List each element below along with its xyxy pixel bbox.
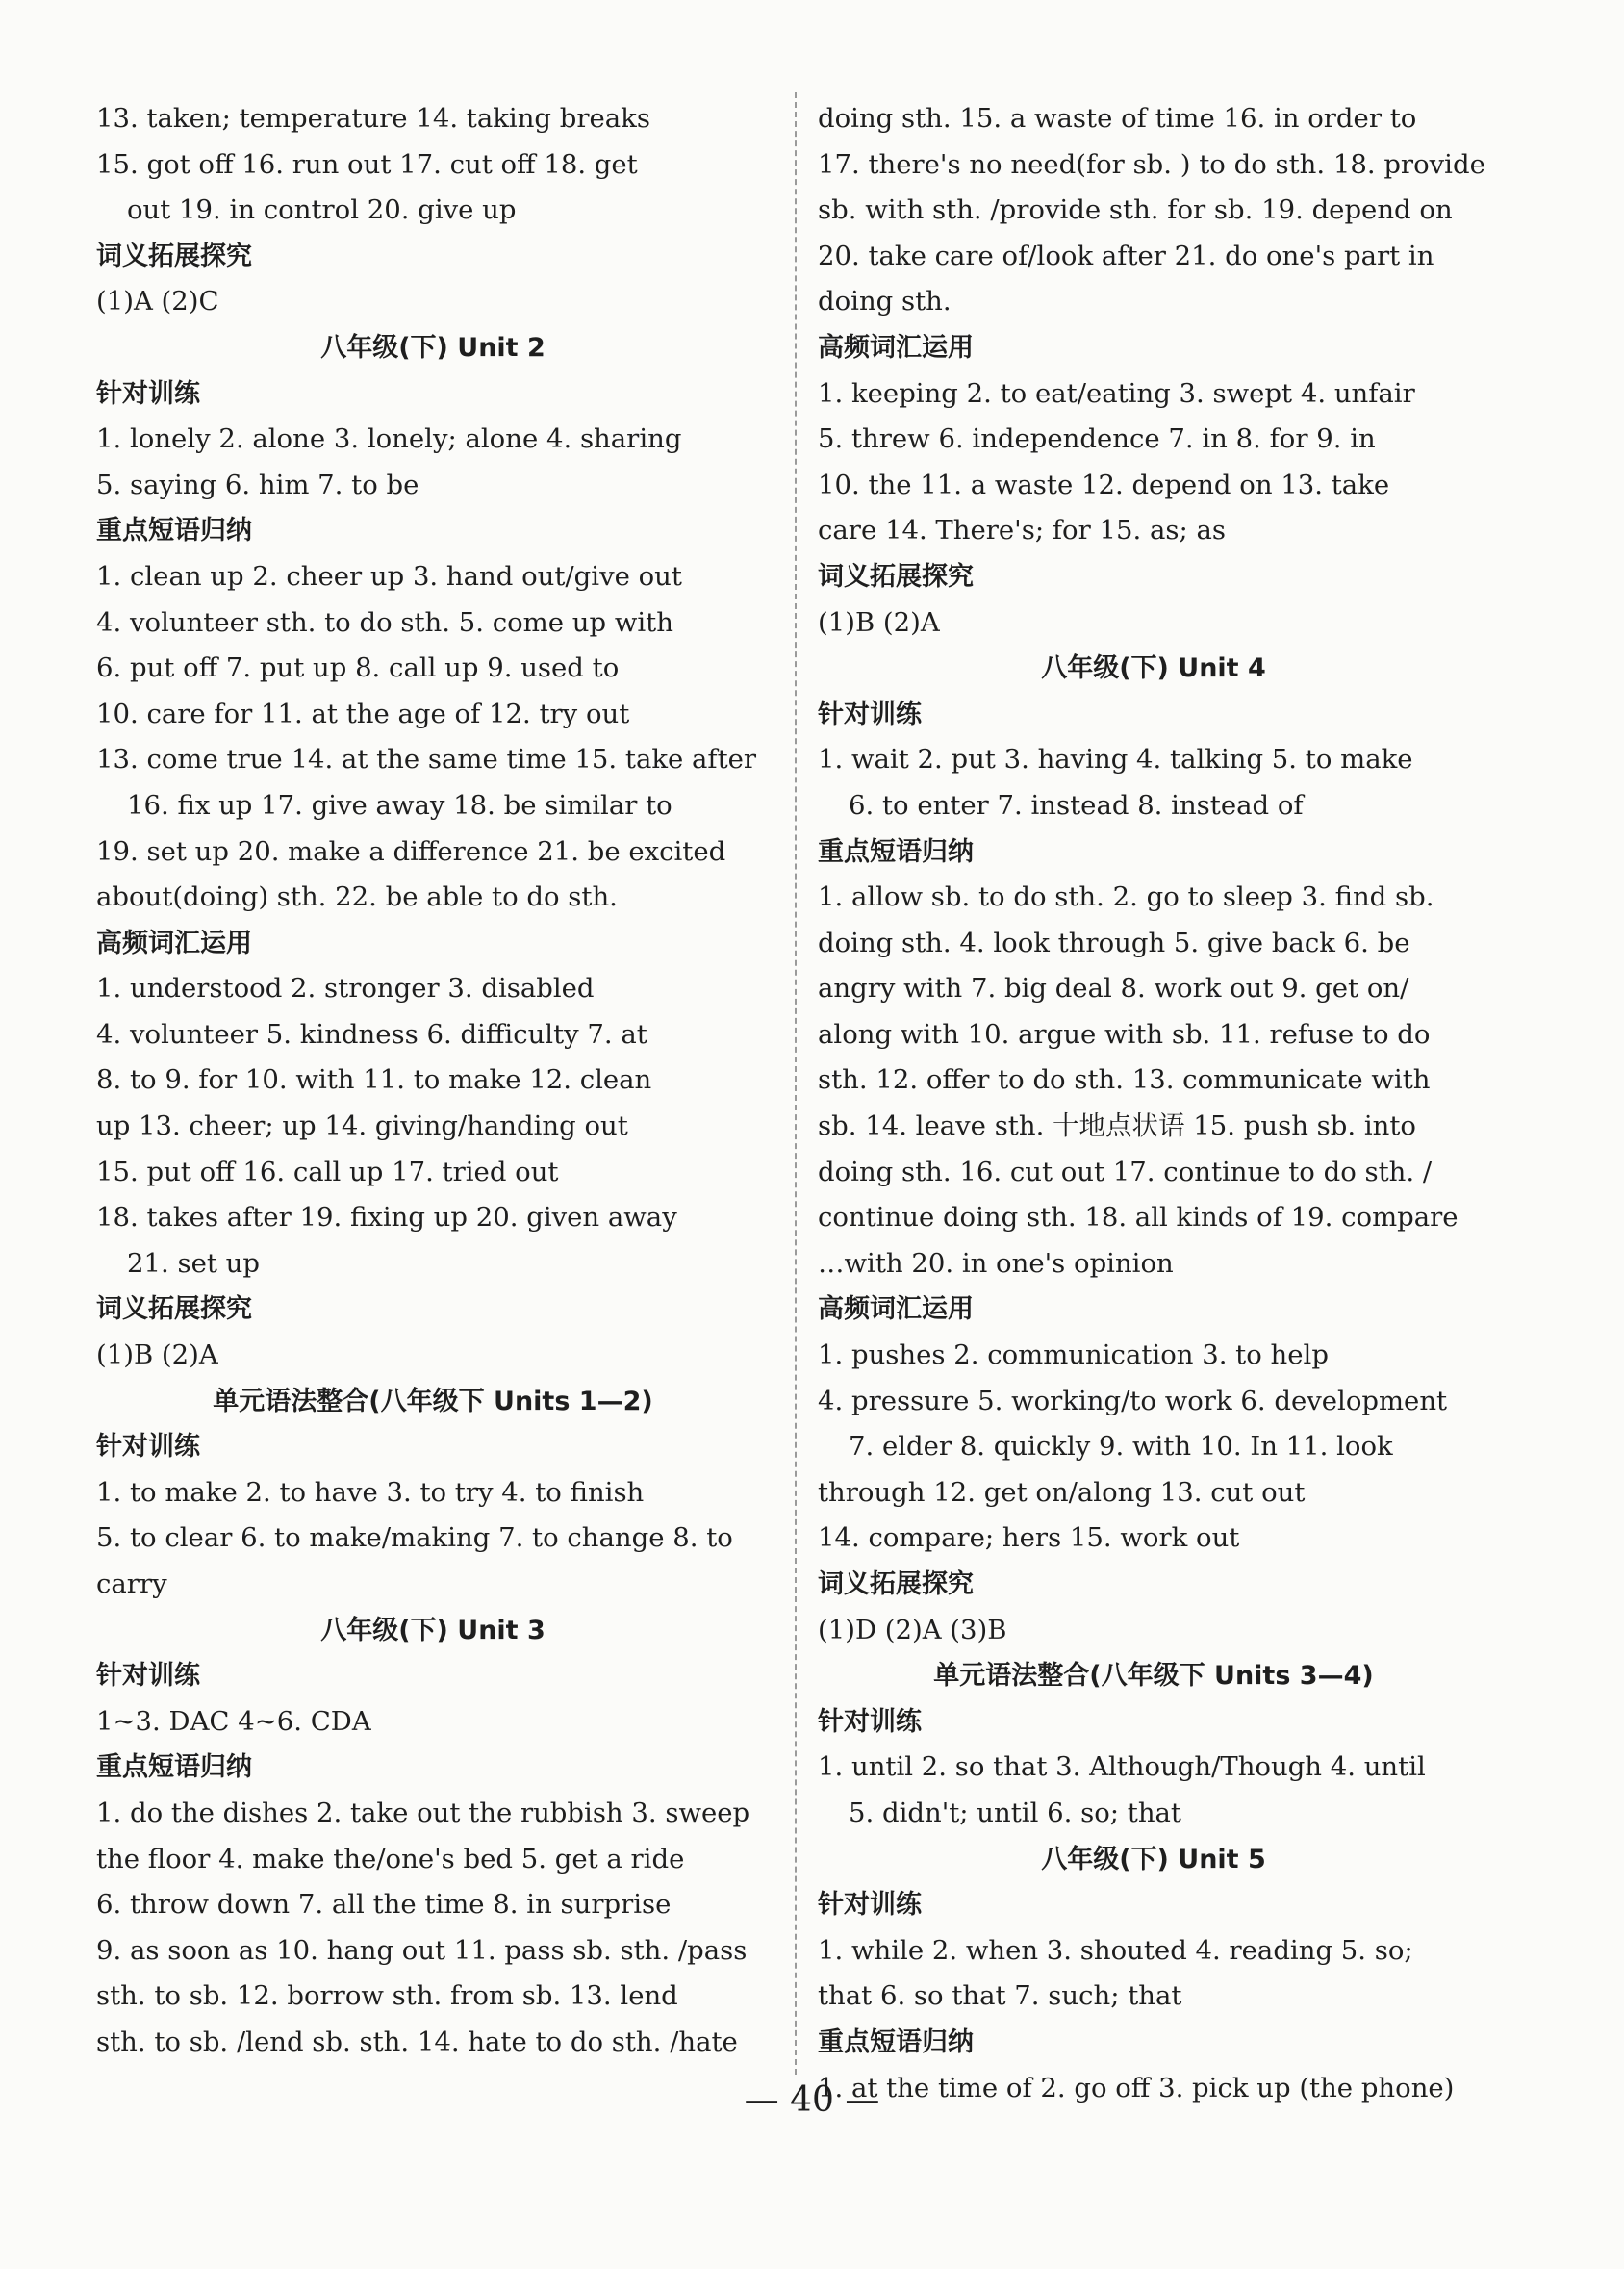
answer-line: 6. to enter 7. instead 8. instead of	[849, 789, 1304, 821]
answer-line: 20. take care of/look after 21. do one's part in	[818, 240, 1434, 271]
answer-line: doing sth.	[818, 286, 952, 318]
section-heading: 重点短语归纳	[818, 2027, 974, 2057]
section-heading: 针对训练	[818, 1706, 922, 1737]
section-heading: 词义拓展探究	[96, 1294, 252, 1325]
answer-line: 1. until 2. so that 3. Although/Though 4. until	[818, 1751, 1426, 1783]
answer-line: 5. saying 6. him 7. to be	[96, 469, 419, 500]
answer-line: sth. to sb. /lend sb. sth. 14. hate to do sth. /hate	[96, 2026, 738, 2057]
section-heading: 高频词汇运用	[96, 928, 252, 958]
answer-line: 1. pushes 2. communication 3. to help	[818, 1339, 1329, 1371]
answer-line: sb. 14. leave sth. 十地点状语 15. push sb. into	[818, 1110, 1416, 1142]
answer-line: care 14. There's; for 15. as; as	[818, 515, 1226, 547]
answer-line: 10. the 11. a waste 12. depend on 13. take	[818, 469, 1390, 500]
answer-line: that 6. so that 7. such; that	[818, 1980, 1182, 2012]
answer-line: 1. while 2. when 3. shouted 4. reading 5. so;	[818, 1934, 1413, 1966]
answer-line: up 13. cheer; up 14. giving/handing out	[96, 1110, 628, 1142]
answer-line: (1)B (2)A	[96, 1339, 218, 1371]
section-heading: 针对训练	[818, 699, 922, 729]
page-number: — 40 —	[744, 2080, 880, 2120]
answer-line: 1. lonely 2. alone 3. lonely; alone 4. sharing	[96, 423, 682, 455]
column-divider	[795, 92, 797, 2075]
answer-line: 6. throw down 7. all the time 8. in surprise	[96, 1889, 672, 1921]
unit-heading: 单元语法整合(八年级下 Units 1—2)	[213, 1386, 653, 1416]
right-column	[818, 96, 1489, 2111]
section-heading: 词义拓展探究	[818, 1569, 974, 1599]
answer-line: 21. set up	[127, 1247, 260, 1279]
answer-line: 13. come true 14. at the same time 15. take after	[96, 744, 757, 776]
answer-line: the floor 4. make the/one's bed 5. get a ride	[96, 1843, 685, 1874]
answer-line: (1)A (2)C	[96, 286, 219, 318]
answer-line: 16. fix up 17. give away 18. be similar to	[127, 789, 672, 821]
section-heading: 词义拓展探究	[818, 561, 974, 592]
answer-line: 1. allow sb. to do sth. 2. go to sleep 3. find sb.	[818, 881, 1434, 913]
answer-line: sb. with sth. /provide sth. for sb. 19. depend on	[818, 194, 1453, 226]
answer-line: 14. compare; hers 15. work out	[818, 1522, 1240, 1554]
answer-line: carry	[96, 1568, 167, 1599]
answer-line: 1. wait 2. put 3. having 4. talking 5. to make	[818, 744, 1413, 776]
answer-line: doing sth. 4. look through 5. give back 6. be	[818, 927, 1410, 958]
answer-line: 1. clean up 2. cheer up 3. hand out/give out	[96, 560, 682, 592]
answer-line: 4. pressure 5. working/to work 6. development	[818, 1385, 1448, 1416]
answer-line: 5. threw 6. independence 7. in 8. for 9. in	[818, 423, 1376, 455]
answer-line: doing sth. 16. cut out 17. continue to do sth. /	[818, 1156, 1433, 1187]
answer-line: 1. at the time of 2. go off 3. pick up (the phone)	[818, 2072, 1455, 2103]
section-heading: 针对训练	[96, 1432, 200, 1463]
answer-line: 1~3. DAC 4~6. CDA	[96, 1705, 371, 1737]
answer-line: 15. got off 16. run out 17. cut off 18. get	[96, 148, 638, 180]
unit-heading: 八年级(下) Unit 3	[320, 1615, 546, 1645]
section-heading: 重点短语归纳	[96, 1752, 252, 1783]
answer-line: angry with 7. big deal 8. work out 9. get on/	[818, 973, 1409, 1005]
answer-line: 8. to 9. for 10. with 11. to make 12. clean	[96, 1064, 652, 1096]
answer-line: 15. put off 16. call up 17. tried out	[96, 1156, 559, 1187]
section-heading: 高频词汇运用	[818, 332, 974, 363]
answer-line: through 12. get on/along 13. cut out	[818, 1476, 1306, 1508]
answer-line: along with 10. argue with sb. 11. refuse to do	[818, 1018, 1431, 1050]
answer-line: 13. taken; temperature 14. taking breaks	[96, 103, 650, 134]
answer-line: 1. understood 2. stronger 3. disabled	[96, 973, 595, 1005]
answer-line: 17. there's no need(for sb. ) to do sth. 18. provide	[818, 148, 1485, 180]
answer-line: 4. volunteer sth. to do sth. 5. come up with	[96, 606, 673, 638]
answer-line: 9. as soon as 10. hang out 11. pass sb. sth. /pass	[96, 1934, 748, 1966]
section-heading: 词义拓展探究	[96, 241, 252, 271]
section-heading: 针对训练	[818, 1890, 922, 1921]
answer-line: 1. to make 2. to have 3. to try 4. to finish	[96, 1476, 645, 1508]
section-heading: 高频词汇运用	[818, 1294, 974, 1325]
answer-line: 18. takes after 19. fixing up 20. given away	[96, 1202, 677, 1234]
answer-line: 6. put off 7. put up 8. call up 9. used to	[96, 652, 620, 684]
answer-line: continue doing sth. 18. all kinds of 19. compare	[818, 1202, 1459, 1234]
answer-line: doing sth. 15. a waste of time 16. in order to	[818, 103, 1417, 134]
section-heading: 重点短语归纳	[818, 836, 974, 867]
answer-line: 5. to clear 6. to make/making 7. to change 8. to	[96, 1522, 733, 1554]
answer-line: 19. set up 20. make a difference 21. be excited	[96, 835, 726, 867]
section-heading: 针对训练	[96, 1661, 200, 1692]
answer-line: 1. keeping 2. to eat/eating 3. swept 4. unfair	[818, 377, 1415, 409]
answer-line: sth. 12. offer to do sth. 13. communicate with	[818, 1064, 1431, 1096]
answer-line: sth. to sb. 12. borrow sth. from sb. 13. lend	[96, 1980, 678, 2012]
unit-heading: 八年级(下) Unit 2	[320, 332, 546, 363]
section-heading: 重点短语归纳	[96, 516, 252, 547]
unit-heading: 八年级(下) Unit 4	[1041, 653, 1266, 684]
answer-line: 1. do the dishes 2. take out the rubbish 3. sweep	[96, 1797, 750, 1828]
answer-line: …with 20. in one's opinion	[818, 1247, 1174, 1279]
answer-line: (1)B (2)A	[818, 606, 940, 638]
unit-heading: 八年级(下) Unit 5	[1041, 1844, 1266, 1874]
answer-line: about(doing) sth. 22. be able to do sth.	[96, 881, 618, 913]
answer-line: 4. volunteer 5. kindness 6. difficulty 7. at	[96, 1018, 647, 1050]
answer-line: 5. didn't; until 6. so; that	[849, 1797, 1181, 1828]
answer-line: out 19. in control 20. give up	[127, 194, 517, 226]
unit-heading: 单元语法整合(八年级下 Units 3—4)	[933, 1661, 1374, 1692]
left-column	[96, 96, 770, 2066]
section-heading: 针对训练	[96, 378, 200, 409]
answer-line: 10. care for 11. at the age of 12. try out	[96, 698, 630, 729]
answer-line: 7. elder 8. quickly 9. with 10. In 11. look	[849, 1431, 1393, 1463]
answer-line: (1)D (2)A (3)B	[818, 1614, 1007, 1645]
